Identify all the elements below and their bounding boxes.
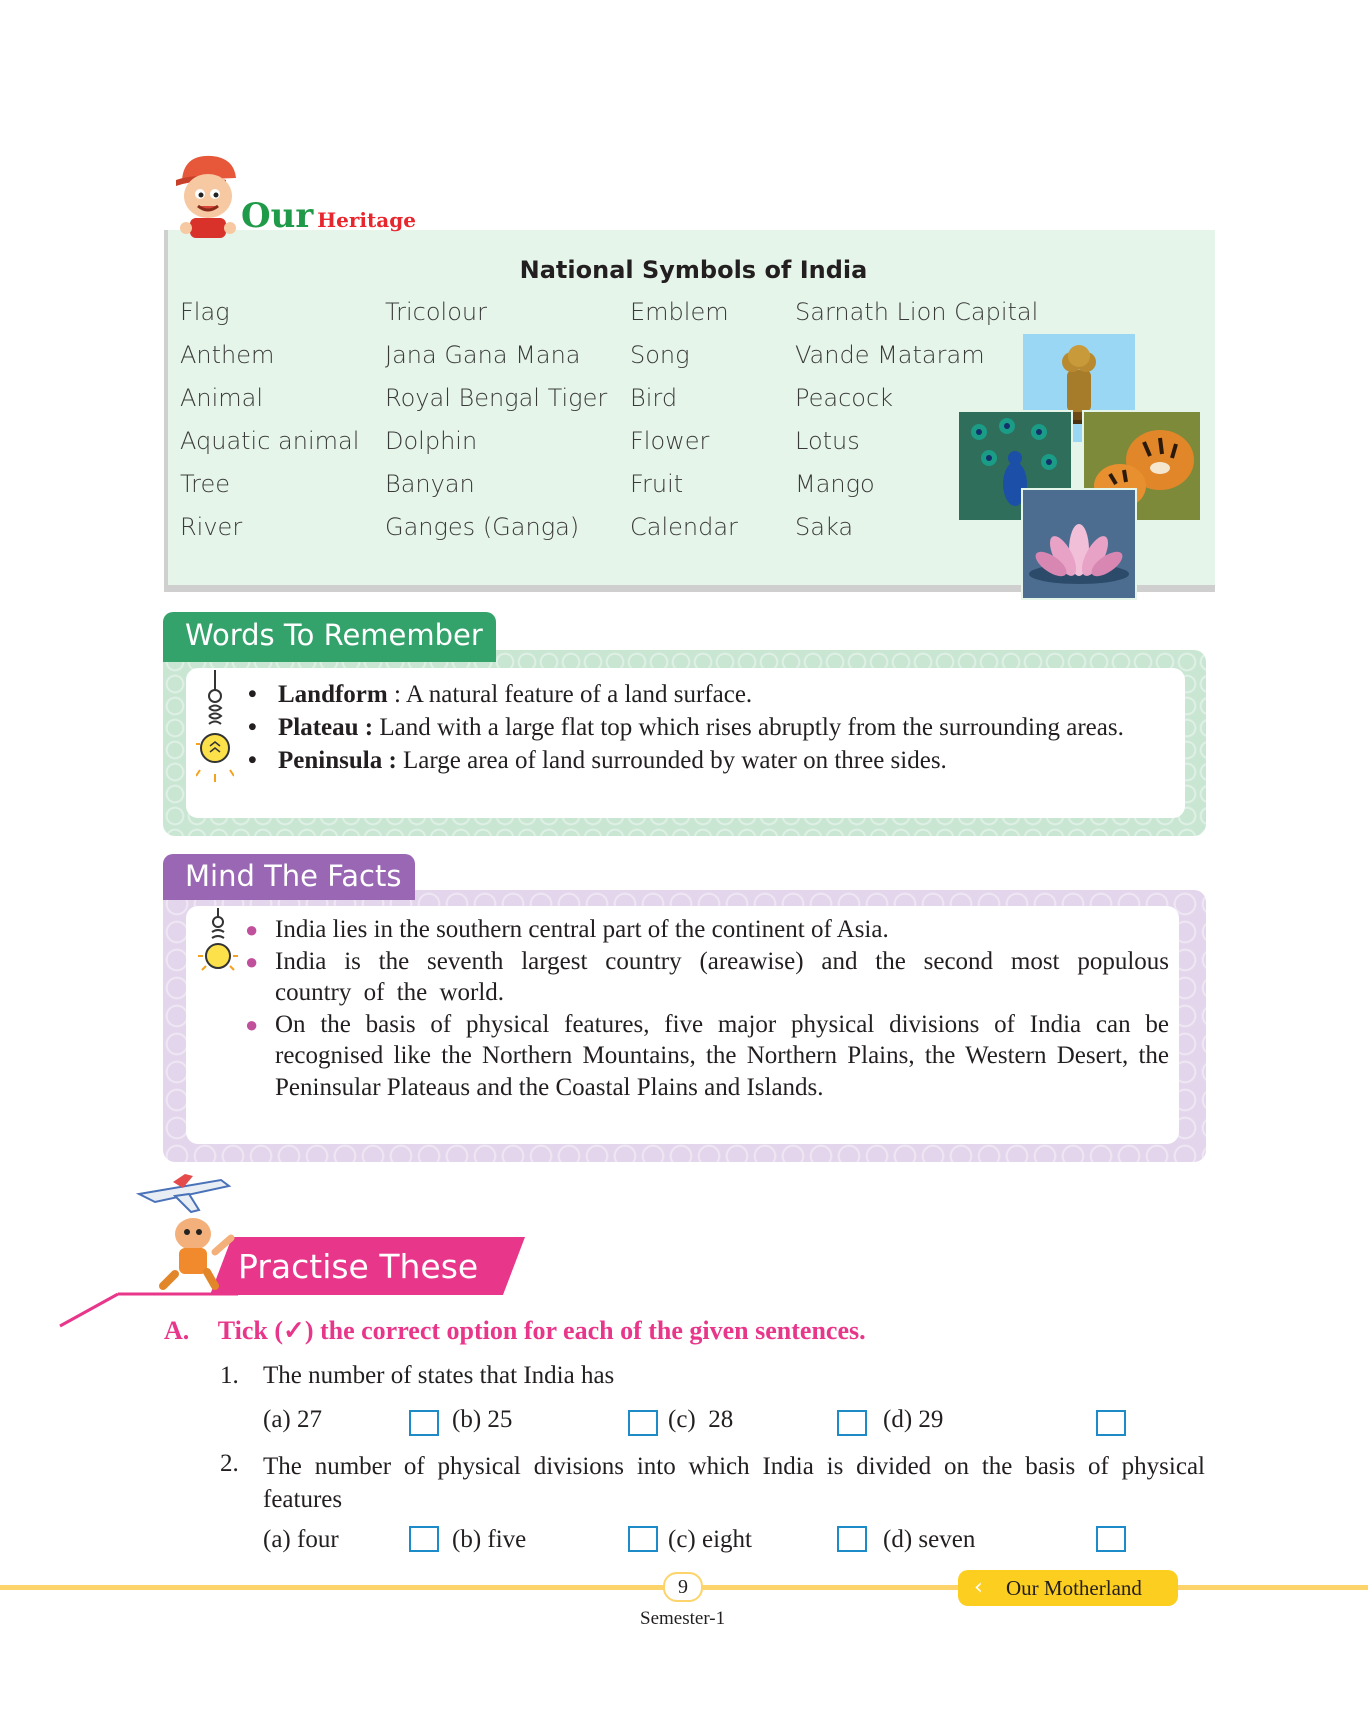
option-checkbox[interactable] — [837, 1526, 867, 1552]
definition: Land with a large flat top which rises abruptly from the surrounding areas. — [379, 714, 1124, 741]
symbol-label: Flag — [180, 298, 230, 326]
question-number: 1. — [220, 1362, 239, 1389]
term: Landform — [278, 681, 388, 708]
option-checkbox[interactable] — [628, 1410, 658, 1436]
bullet: ● — [245, 1011, 259, 1037]
symbol-label: Emblem — [630, 298, 729, 326]
symbol-value: Mango — [795, 470, 875, 498]
option-checkbox[interactable] — [1096, 1410, 1126, 1436]
option-label: (b) 25 — [452, 1406, 513, 1433]
heritage-title-our: Our — [241, 196, 314, 236]
bullet: • — [248, 747, 257, 774]
option-checkbox[interactable] — [409, 1410, 439, 1436]
symbol-value: Saka — [795, 513, 854, 541]
option-label: (c) eight — [668, 1526, 752, 1553]
definition: Large area of land surrounded by water on three sides. — [403, 747, 947, 774]
words-to-remember-tab: Words To Remember — [163, 612, 496, 662]
symbol-value: Vande Mataram — [795, 341, 985, 369]
fact-text: India is the seventh largest country (areawise) and the second most populous country of the world. — [275, 947, 1169, 1006]
definition: A natural feature of a land surface. — [405, 681, 753, 708]
list-item — [245, 1009, 1169, 1104]
symbol-value: Banyan — [385, 470, 475, 498]
question-text: The number of physical divisions into which India is divided on the basis of physical features — [263, 1453, 1205, 1513]
mind-the-facts-tab: Mind The Facts — [163, 854, 415, 900]
symbol-label: Tree — [180, 470, 231, 498]
facts-list — [245, 914, 1169, 1103]
section-letter: A. — [164, 1316, 190, 1345]
symbol-value: Lotus — [795, 427, 860, 455]
list-item — [248, 744, 1168, 777]
symbol-value: Tricolour — [385, 298, 487, 326]
symbol-label: Anthem — [180, 341, 275, 369]
list-item — [248, 711, 1168, 744]
option-label: (d) seven — [883, 1526, 976, 1553]
symbol-label: Calendar — [630, 513, 738, 541]
symbol-value: Dolphin — [385, 427, 478, 455]
term: Plateau : — [278, 714, 374, 741]
symbol-value: Sarnath Lion Capital — [795, 298, 1039, 326]
bullet: • — [248, 714, 257, 741]
bullet: ● — [245, 948, 259, 974]
exercise-a-heading — [164, 1316, 866, 1346]
fact-text: India lies in the southern central part of the continent of Asia. — [275, 916, 889, 943]
chapter-title: Our Motherland — [1006, 1576, 1142, 1600]
lightbulb-icon — [196, 908, 240, 976]
table-title: National Symbols of India — [519, 256, 868, 284]
list-item — [245, 914, 1169, 946]
kid-mascot-icon — [170, 150, 248, 238]
semester-label: Semester-1 — [640, 1608, 726, 1629]
symbol-value: Royal Bengal Tiger — [385, 384, 608, 412]
chevron-left-icon: ‹ — [974, 1575, 983, 1600]
option-checkbox[interactable] — [1096, 1526, 1126, 1552]
symbol-value: Jana Gana Mana — [385, 341, 581, 369]
term-separator: : — [387, 681, 406, 708]
option-label: (a) four — [263, 1526, 339, 1553]
bullet: ● — [245, 917, 259, 942]
list-item — [248, 678, 1168, 711]
term: Peninsula : — [278, 747, 397, 774]
heritage-title-heritage: Heritage — [317, 208, 416, 232]
option-label: (a) 27 — [263, 1406, 322, 1433]
fact-text: On the basis of physical features, five major physical divisions of India can be recognised like the Northern Mountains, the Northern Plains, the Western Desert, the Peninsular Plateaus and the Coastal Plains and Islands. — [275, 1010, 1169, 1101]
symbol-label: Flower — [630, 427, 710, 455]
question-number: 2. — [220, 1450, 239, 1477]
option-label: (d) 29 — [883, 1406, 944, 1433]
question-text: The number of states that India has — [263, 1362, 615, 1389]
symbol-label: Animal — [180, 384, 264, 412]
symbol-label: Song — [630, 341, 690, 369]
option-label: (c) 28 — [668, 1406, 734, 1433]
symbol-label: Bird — [630, 384, 678, 412]
bullet: • — [248, 681, 257, 708]
symbol-label: Fruit — [630, 470, 684, 498]
practise-these-title: Practise These — [238, 1247, 479, 1286]
list-item — [245, 946, 1169, 1009]
option-label: (b) five — [452, 1526, 527, 1553]
page-number: 9 — [663, 1572, 703, 1602]
section-title-our-heritage — [241, 196, 416, 236]
kid-with-plane-icon — [135, 1172, 241, 1292]
national-symbols-panel — [164, 230, 1215, 592]
section-instruction: Tick (✓) the correct option for each of the given sentences. — [217, 1316, 866, 1345]
lotus-image — [1021, 488, 1137, 600]
option-checkbox[interactable] — [409, 1526, 439, 1552]
option-checkbox[interactable] — [628, 1526, 658, 1552]
symbol-value: Peacock — [795, 384, 894, 412]
chapter-tab — [958, 1570, 1178, 1606]
symbol-label: Aquatic animal — [180, 427, 360, 455]
symbol-value: Ganges (Ganga) — [385, 513, 580, 541]
words-list — [248, 678, 1168, 777]
symbol-label: River — [180, 513, 243, 541]
option-checkbox[interactable] — [837, 1410, 867, 1436]
lightbulb-icon — [196, 670, 234, 794]
